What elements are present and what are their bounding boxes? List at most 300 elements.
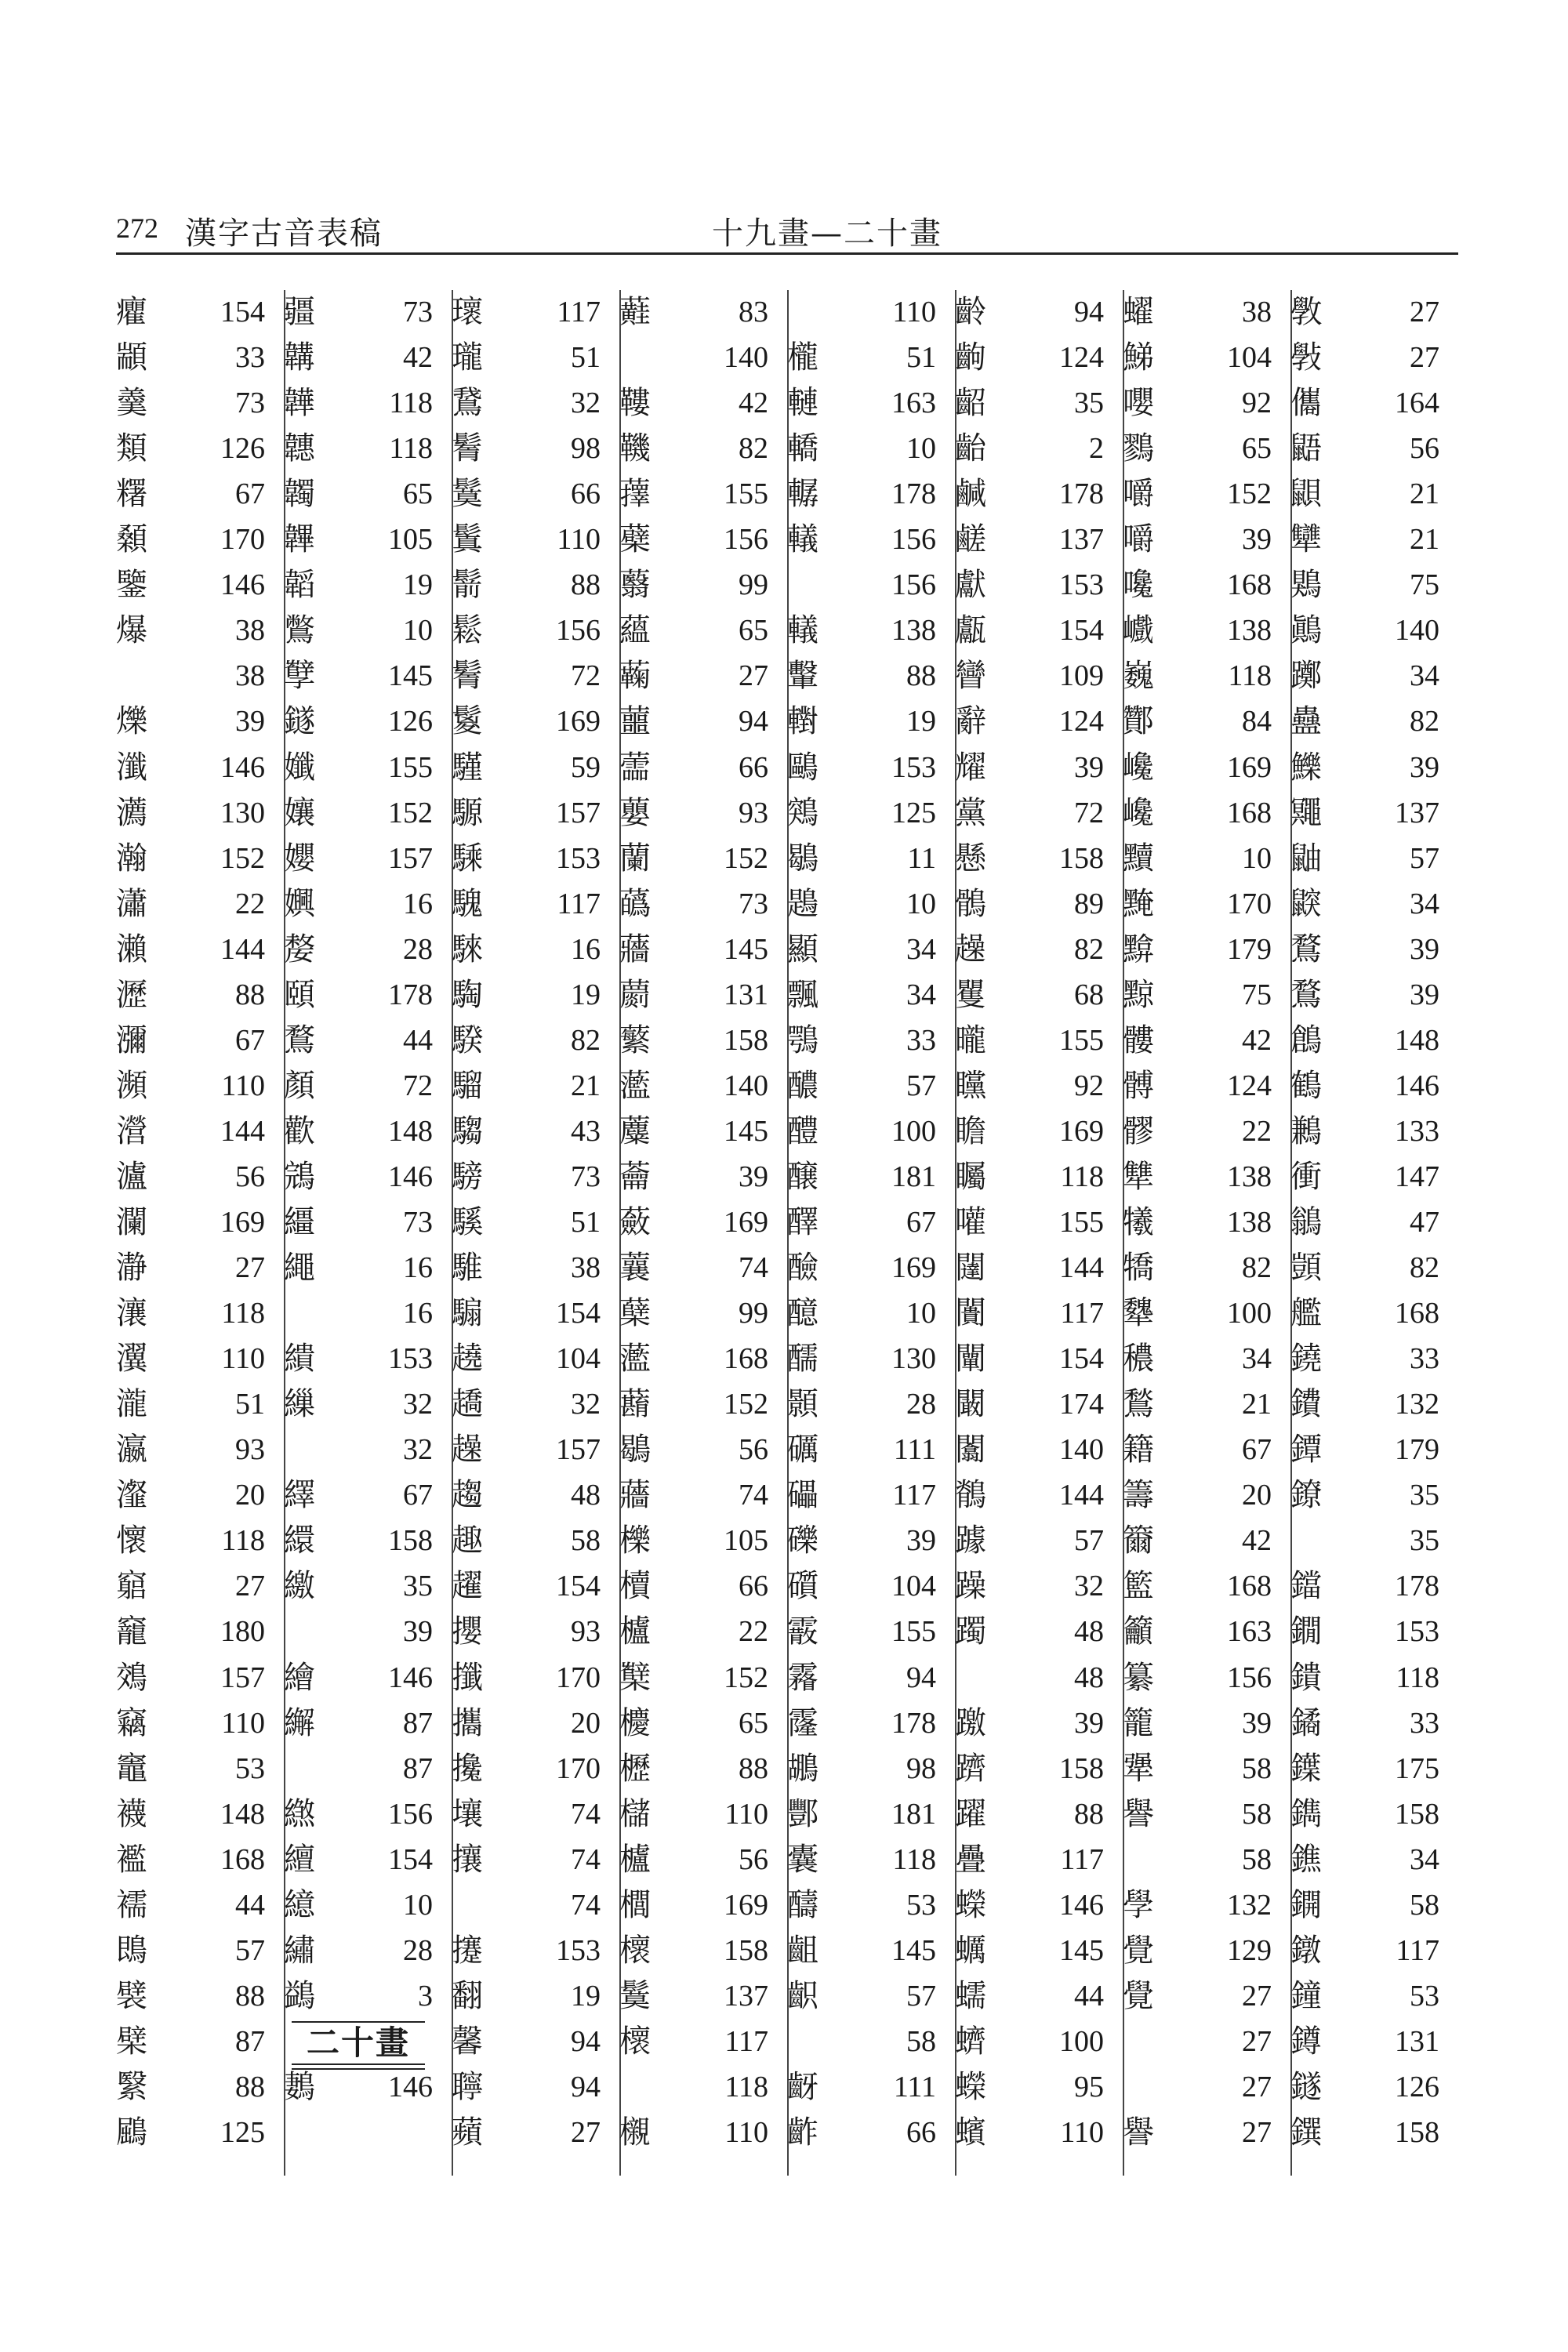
entry-character: 鐺	[1290, 1568, 1322, 1604]
entry-character: 瀣	[116, 1477, 147, 1513]
entry-page-ref: 82	[1242, 1251, 1272, 1284]
index-entry	[284, 1701, 448, 1747]
index-entry	[284, 1656, 448, 1701]
index-entry	[1290, 791, 1455, 837]
entry-page-ref: 39	[906, 1524, 936, 1557]
entry-page-ref: 178	[891, 1707, 936, 1740]
entry-page-ref: 152	[724, 1388, 768, 1421]
entry-character: 趮	[452, 1432, 483, 1468]
entry-character: 蘳	[619, 294, 651, 330]
entry-page-ref: 153	[1059, 568, 1104, 601]
index-entry	[787, 837, 952, 882]
entry-character: 騊	[452, 977, 483, 1013]
index-entry	[452, 973, 616, 1018]
entry-page-ref: 179	[1395, 1433, 1439, 1466]
entry-character: 蘞	[619, 1204, 651, 1240]
entry-character: 鐔	[1290, 1432, 1322, 1468]
entry-page-ref: 39	[1410, 978, 1439, 1011]
entry-character: 壤	[452, 1796, 483, 1832]
index-entry	[452, 1337, 616, 1382]
entry-page-ref: 100	[1227, 1297, 1272, 1330]
entry-page-ref: 20	[1242, 1479, 1272, 1512]
entry-character: 巍	[1123, 658, 1154, 694]
index-entry	[955, 472, 1120, 517]
entry-character: 鶩	[284, 1022, 315, 1058]
entry-character: 鐐	[1290, 1477, 1322, 1513]
index-entry	[452, 517, 616, 563]
entry-page-ref: 58	[906, 2025, 936, 2058]
entry-page-ref: 84	[1242, 705, 1272, 738]
entry-page-ref: 158	[724, 1934, 768, 1967]
entry-page-ref: 94	[571, 2071, 601, 2103]
entry-page-ref: 27	[571, 2116, 601, 2149]
entry-character: 學	[1123, 1887, 1154, 1923]
entry-character: 竊	[116, 1705, 147, 1741]
entry-page-ref: 57	[906, 1980, 936, 2013]
entry-page-ref: 170	[220, 523, 265, 556]
index-entry	[787, 927, 952, 973]
entry-character: 顙	[116, 521, 147, 557]
entry-page-ref: 181	[891, 1160, 936, 1193]
index-entry	[116, 882, 281, 927]
entry-character: 鼵	[1290, 886, 1322, 922]
entry-character: 韝	[284, 339, 315, 376]
index-entry	[619, 1428, 784, 1473]
entry-page-ref: 144	[1059, 1479, 1104, 1512]
entry-character: 騶	[452, 1113, 483, 1149]
entry-character: 鶚	[787, 1022, 818, 1058]
entry-page-ref: 145	[891, 1934, 936, 1967]
index-entry	[1123, 746, 1287, 791]
index-entry	[619, 1974, 784, 2020]
entry-character: 霳	[787, 1705, 818, 1741]
entry-page-ref: 146	[220, 751, 265, 784]
entry-character: 襞	[116, 1978, 147, 2014]
entry-page-ref: 75	[1242, 978, 1272, 1011]
index-entry	[284, 1291, 448, 1337]
entry-character: 蠕	[955, 1978, 986, 2014]
index-entry	[619, 1929, 784, 1974]
entry-character: 嚵	[1123, 567, 1154, 603]
index-entry	[955, 2065, 1120, 2111]
entry-character: 繶	[284, 1887, 315, 1923]
entry-page-ref: 65	[1242, 432, 1272, 465]
entry-character: 繯	[284, 1523, 315, 1559]
index-entry	[619, 2111, 784, 2156]
entry-character: 犧	[1123, 1204, 1154, 1240]
index-entry	[1290, 608, 1455, 654]
entry-page-ref: 82	[571, 1024, 601, 1057]
entry-page-ref: 168	[1227, 797, 1272, 829]
entry-character: 醹	[787, 1341, 818, 1377]
index-entry	[955, 1519, 1120, 1564]
index-entry	[619, 1246, 784, 1291]
entry-page-ref: 164	[1395, 387, 1439, 419]
entry-character: 鐓	[1290, 1933, 1322, 1969]
index-entry	[955, 290, 1120, 336]
entry-character: 蘜	[619, 658, 651, 694]
index-entry	[1123, 1564, 1287, 1610]
index-entry	[955, 1291, 1120, 1337]
entry-character: 霰	[787, 1613, 818, 1650]
entry-character: 竉	[116, 1613, 147, 1650]
entry-page-ref: 110	[221, 1342, 265, 1375]
entry-page-ref: 110	[724, 2116, 768, 2149]
entry-page-ref: 137	[1059, 523, 1104, 556]
index-entry	[116, 1155, 281, 1200]
entry-page-ref: 125	[891, 797, 936, 829]
entry-character: 蠙	[955, 2114, 986, 2151]
index-entry	[619, 746, 784, 791]
entry-character: 瀨	[116, 931, 147, 967]
entry-character: 巇	[1123, 612, 1154, 648]
index-entry	[1123, 1473, 1287, 1519]
index-entry	[1290, 517, 1455, 563]
entry-character: 蘊	[619, 612, 651, 648]
index-entry	[284, 1064, 448, 1109]
index-entry	[955, 1792, 1120, 1838]
entry-character: 糬	[116, 476, 147, 512]
entry-character: 爍	[116, 703, 147, 739]
index-entry	[787, 517, 952, 563]
entry-character: 躆	[955, 1523, 986, 1559]
entry-page-ref: 82	[1410, 1251, 1439, 1284]
entry-page-ref: 104	[556, 1342, 601, 1375]
index-entry	[955, 2020, 1120, 2065]
entry-page-ref: 140	[1059, 1433, 1104, 1466]
index-entry	[116, 699, 281, 745]
entry-page-ref: 51	[571, 341, 601, 374]
index-entry	[284, 1246, 448, 1291]
entry-page-ref: 33	[1410, 1342, 1439, 1375]
entry-character: 鶖	[1123, 1386, 1154, 1422]
entry-page-ref: 93	[739, 797, 768, 829]
entry-character: 酆	[787, 1796, 818, 1832]
index-entry	[452, 1838, 616, 1883]
entry-page-ref: 19	[906, 705, 936, 738]
entry-character: 礪	[787, 1432, 818, 1468]
entry-page-ref: 174	[1059, 1388, 1104, 1421]
entry-page-ref: 117	[1060, 1843, 1104, 1876]
entry-character: 瓏	[452, 339, 483, 376]
entry-character: 繩	[284, 1250, 315, 1286]
entry-character: 孅	[284, 750, 315, 786]
entry-page-ref: 153	[556, 1934, 601, 1967]
index-entry	[284, 426, 448, 472]
index-entry	[116, 837, 281, 882]
entry-character: 纂	[1123, 1660, 1154, 1696]
entry-character: 獻	[955, 567, 986, 603]
index-entry	[1290, 927, 1455, 973]
entry-page-ref: 153	[1395, 1615, 1439, 1648]
index-entry	[955, 1564, 1120, 1610]
section-title: 十九畫—二十畫	[712, 216, 942, 252]
index-entry	[116, 1883, 281, 1929]
entry-character: 馨	[452, 2024, 483, 2060]
index-entry	[1290, 1473, 1455, 1519]
entry-page-ref: 179	[1227, 933, 1272, 966]
entry-character: 韢	[284, 430, 315, 466]
index-entry	[955, 746, 1120, 791]
entry-page-ref: 158	[1395, 1798, 1439, 1831]
entry-page-ref: 16	[403, 887, 433, 920]
entry-character: 籌	[1123, 1477, 1154, 1513]
entry-page-ref: 117	[724, 2025, 768, 2058]
index-entry	[787, 699, 952, 745]
entry-page-ref: 39	[1242, 1707, 1272, 1740]
entry-page-ref: 51	[571, 1206, 601, 1239]
index-entry	[1290, 1974, 1455, 2020]
index-entry	[955, 1109, 1120, 1155]
index-entry	[787, 654, 952, 699]
index-entry	[787, 563, 952, 608]
index-entry	[116, 746, 281, 791]
entry-character: 攜	[452, 1705, 483, 1741]
entry-page-ref: 38	[235, 614, 265, 647]
entry-character: 鬋	[452, 567, 483, 603]
index-entry	[619, 1747, 784, 1792]
index-entry	[452, 2020, 616, 2065]
index-entry	[619, 1701, 784, 1747]
entry-page-ref: 22	[235, 887, 265, 920]
entry-character: 瀼	[116, 1295, 147, 1331]
index-entry	[116, 927, 281, 973]
entry-character: 斆	[1290, 294, 1322, 330]
entry-page-ref: 53	[235, 1752, 265, 1785]
entry-page-ref: 87	[235, 2025, 265, 2058]
entry-page-ref: 118	[1396, 1661, 1439, 1694]
index-entry	[955, 1428, 1120, 1473]
entry-page-ref: 168	[220, 1843, 265, 1876]
index-entry	[1290, 1747, 1455, 1792]
entry-character: 鼬	[1290, 840, 1322, 877]
entry-character: 蘤	[619, 886, 651, 922]
index-entry	[787, 1883, 952, 1929]
index-entry	[1123, 608, 1287, 654]
entry-character: 繄	[116, 2069, 147, 2105]
entry-page-ref: 94	[739, 705, 768, 738]
entry-page-ref: 154	[1059, 1342, 1104, 1375]
entry-page-ref: 156	[388, 1798, 433, 1831]
entry-character: 巉	[1123, 795, 1154, 831]
entry-character: 騅	[452, 1250, 483, 1286]
entry-page-ref: 27	[1242, 2116, 1272, 2149]
entry-page-ref: 133	[1395, 1115, 1439, 1148]
entry-character: 蘡	[619, 795, 651, 831]
index-entry	[452, 426, 616, 472]
index-entry	[955, 654, 1120, 699]
index-entry	[955, 1838, 1120, 1883]
index-entry	[1290, 1337, 1455, 1382]
entry-character: 翻	[452, 1978, 483, 2014]
header-rule	[116, 252, 1458, 255]
entry-character: 醷	[787, 1295, 818, 1331]
entry-page-ref: 110	[892, 296, 936, 328]
index-entry	[619, 973, 784, 1018]
index-entry	[284, 336, 448, 381]
entry-character: 黥	[1123, 977, 1154, 1013]
index-entry	[787, 426, 952, 472]
entry-page-ref: 158	[724, 1024, 768, 1057]
entry-page-ref: 145	[388, 659, 433, 692]
entry-character: 爆	[116, 612, 147, 648]
entry-character: 鐀	[1290, 1660, 1322, 1696]
entry-page-ref: 156	[891, 568, 936, 601]
entry-page-ref: 117	[892, 1479, 936, 1512]
index-entry	[1290, 746, 1455, 791]
entry-page-ref: 19	[403, 568, 433, 601]
index-entry	[452, 1564, 616, 1610]
index-entry	[787, 1428, 952, 1473]
entry-page-ref: 39	[1242, 523, 1272, 556]
entry-page-ref: 82	[739, 432, 768, 465]
index-entry	[116, 1337, 281, 1382]
index-entry	[284, 1610, 448, 1655]
index-entry	[116, 517, 281, 563]
entry-page-ref: 66	[906, 2116, 936, 2149]
entry-page-ref: 118	[389, 387, 433, 419]
entry-page-ref: 58	[1410, 1889, 1439, 1922]
index-entry	[284, 699, 448, 745]
entry-page-ref: 157	[556, 797, 601, 829]
running-header	[116, 205, 1458, 252]
entry-character: 鶗	[787, 886, 818, 922]
entry-character: 鹹	[955, 476, 986, 512]
index-entry	[1123, 517, 1287, 563]
index-entry	[1290, 1246, 1455, 1291]
index-entry	[284, 837, 448, 882]
entry-character: 齚	[787, 2114, 818, 2151]
entry-character: 顓	[116, 339, 147, 376]
entry-character: 櫰	[619, 1933, 651, 1969]
entry-character: 櫱	[619, 1660, 651, 1696]
entry-character: 櫪	[619, 1751, 651, 1787]
index-entry	[1123, 1337, 1287, 1382]
index-entry	[1123, 1246, 1287, 1291]
entry-page-ref: 144	[1059, 1251, 1104, 1284]
entry-page-ref: 92	[1242, 387, 1272, 419]
entry-page-ref: 154	[1059, 614, 1104, 647]
entry-page-ref: 157	[220, 1661, 265, 1694]
index-entry	[452, 472, 616, 517]
entry-page-ref: 51	[235, 1388, 265, 1421]
index-entry	[284, 290, 448, 336]
entry-character: 霿	[787, 1660, 818, 1696]
entry-character: 騯	[452, 1159, 483, 1195]
entry-page-ref: 138	[891, 614, 936, 647]
entry-character: 鶪	[1290, 567, 1322, 603]
index-entry	[116, 1838, 281, 1883]
entry-character: 韠	[284, 521, 315, 557]
entry-page-ref: 146	[388, 1160, 433, 1193]
index-entry	[1123, 426, 1287, 472]
entry-character: 孆	[284, 840, 315, 877]
entry-page-ref: 155	[724, 477, 768, 510]
index-entry	[1123, 336, 1287, 381]
index-entry	[1290, 973, 1455, 1018]
entry-page-ref: 138	[1227, 1206, 1272, 1239]
index-entry	[284, 1200, 448, 1246]
entry-page-ref: 132	[1227, 1889, 1272, 1922]
index-entry	[116, 1064, 281, 1109]
entry-page-ref: 144	[220, 1115, 265, 1148]
index-entry	[116, 336, 281, 381]
entry-character: 攖	[452, 1613, 483, 1650]
index-entry	[452, 882, 616, 927]
entry-page-ref: 75	[1410, 568, 1439, 601]
entry-character: 酇	[1123, 703, 1154, 739]
index-entry	[452, 1155, 616, 1200]
index-entry	[955, 882, 1120, 927]
entry-character: 騹	[452, 750, 483, 786]
index-entry	[284, 1929, 448, 1974]
entry-character: 瀸	[116, 750, 147, 786]
index-entry	[116, 290, 281, 336]
index-entry	[1290, 882, 1455, 927]
index-entry	[116, 2065, 281, 2111]
entry-page-ref: 74	[571, 1798, 601, 1831]
index-entry	[1290, 1656, 1455, 1701]
index-entry	[116, 1382, 281, 1428]
entry-page-ref: 169	[1059, 1115, 1104, 1148]
entry-page-ref: 152	[220, 842, 265, 875]
entry-page-ref: 132	[1395, 1388, 1439, 1421]
entry-page-ref: 155	[1059, 1024, 1104, 1057]
index-entry	[284, 1564, 448, 1610]
entry-page-ref: 181	[891, 1798, 936, 1831]
entry-character: 轏	[787, 476, 818, 512]
index-entry	[452, 1883, 616, 1929]
entry-page-ref: 21	[571, 1069, 601, 1102]
index-entry	[787, 1155, 952, 1200]
entry-character: 繳	[284, 1568, 315, 1604]
index-entry	[452, 1747, 616, 1792]
index-entry	[452, 1701, 616, 1747]
entry-character: 竈	[116, 1751, 147, 1787]
index-entry	[1123, 1018, 1287, 1064]
index-entry	[619, 837, 784, 882]
index-entry	[1290, 472, 1455, 517]
index-entry	[284, 608, 448, 654]
entry-page-ref: 93	[235, 1433, 265, 1466]
index-entry	[116, 1428, 281, 1473]
entry-character: 繪	[284, 1660, 315, 1696]
index-entry	[1290, 336, 1455, 381]
index-entry	[284, 381, 448, 426]
index-entry	[452, 837, 616, 882]
entry-character: 鐉	[1290, 2114, 1322, 2151]
entry-character: 飄	[787, 977, 818, 1013]
entry-page-ref: 28	[906, 1388, 936, 1421]
entry-character: 鵁	[116, 1660, 147, 1696]
entry-page-ref: 140	[724, 341, 768, 374]
entry-character: 歡	[284, 1113, 315, 1149]
entry-character: 躁	[955, 1568, 986, 1604]
entry-character: 鶲	[1290, 1204, 1322, 1240]
page-number: 272	[116, 212, 158, 244]
entry-page-ref: 73	[739, 887, 768, 920]
entry-page-ref: 118	[892, 1843, 936, 1876]
entry-page-ref: 153	[556, 842, 601, 875]
index-entry	[619, 927, 784, 973]
entry-page-ref: 170	[556, 1752, 601, 1785]
entry-page-ref: 168	[1227, 1570, 1272, 1602]
entry-page-ref: 10	[1242, 842, 1272, 875]
index-entry	[1123, 654, 1287, 699]
entry-character: 瀳	[116, 795, 147, 831]
index-entry	[619, 699, 784, 745]
entry-character: 櫧	[619, 1796, 651, 1832]
